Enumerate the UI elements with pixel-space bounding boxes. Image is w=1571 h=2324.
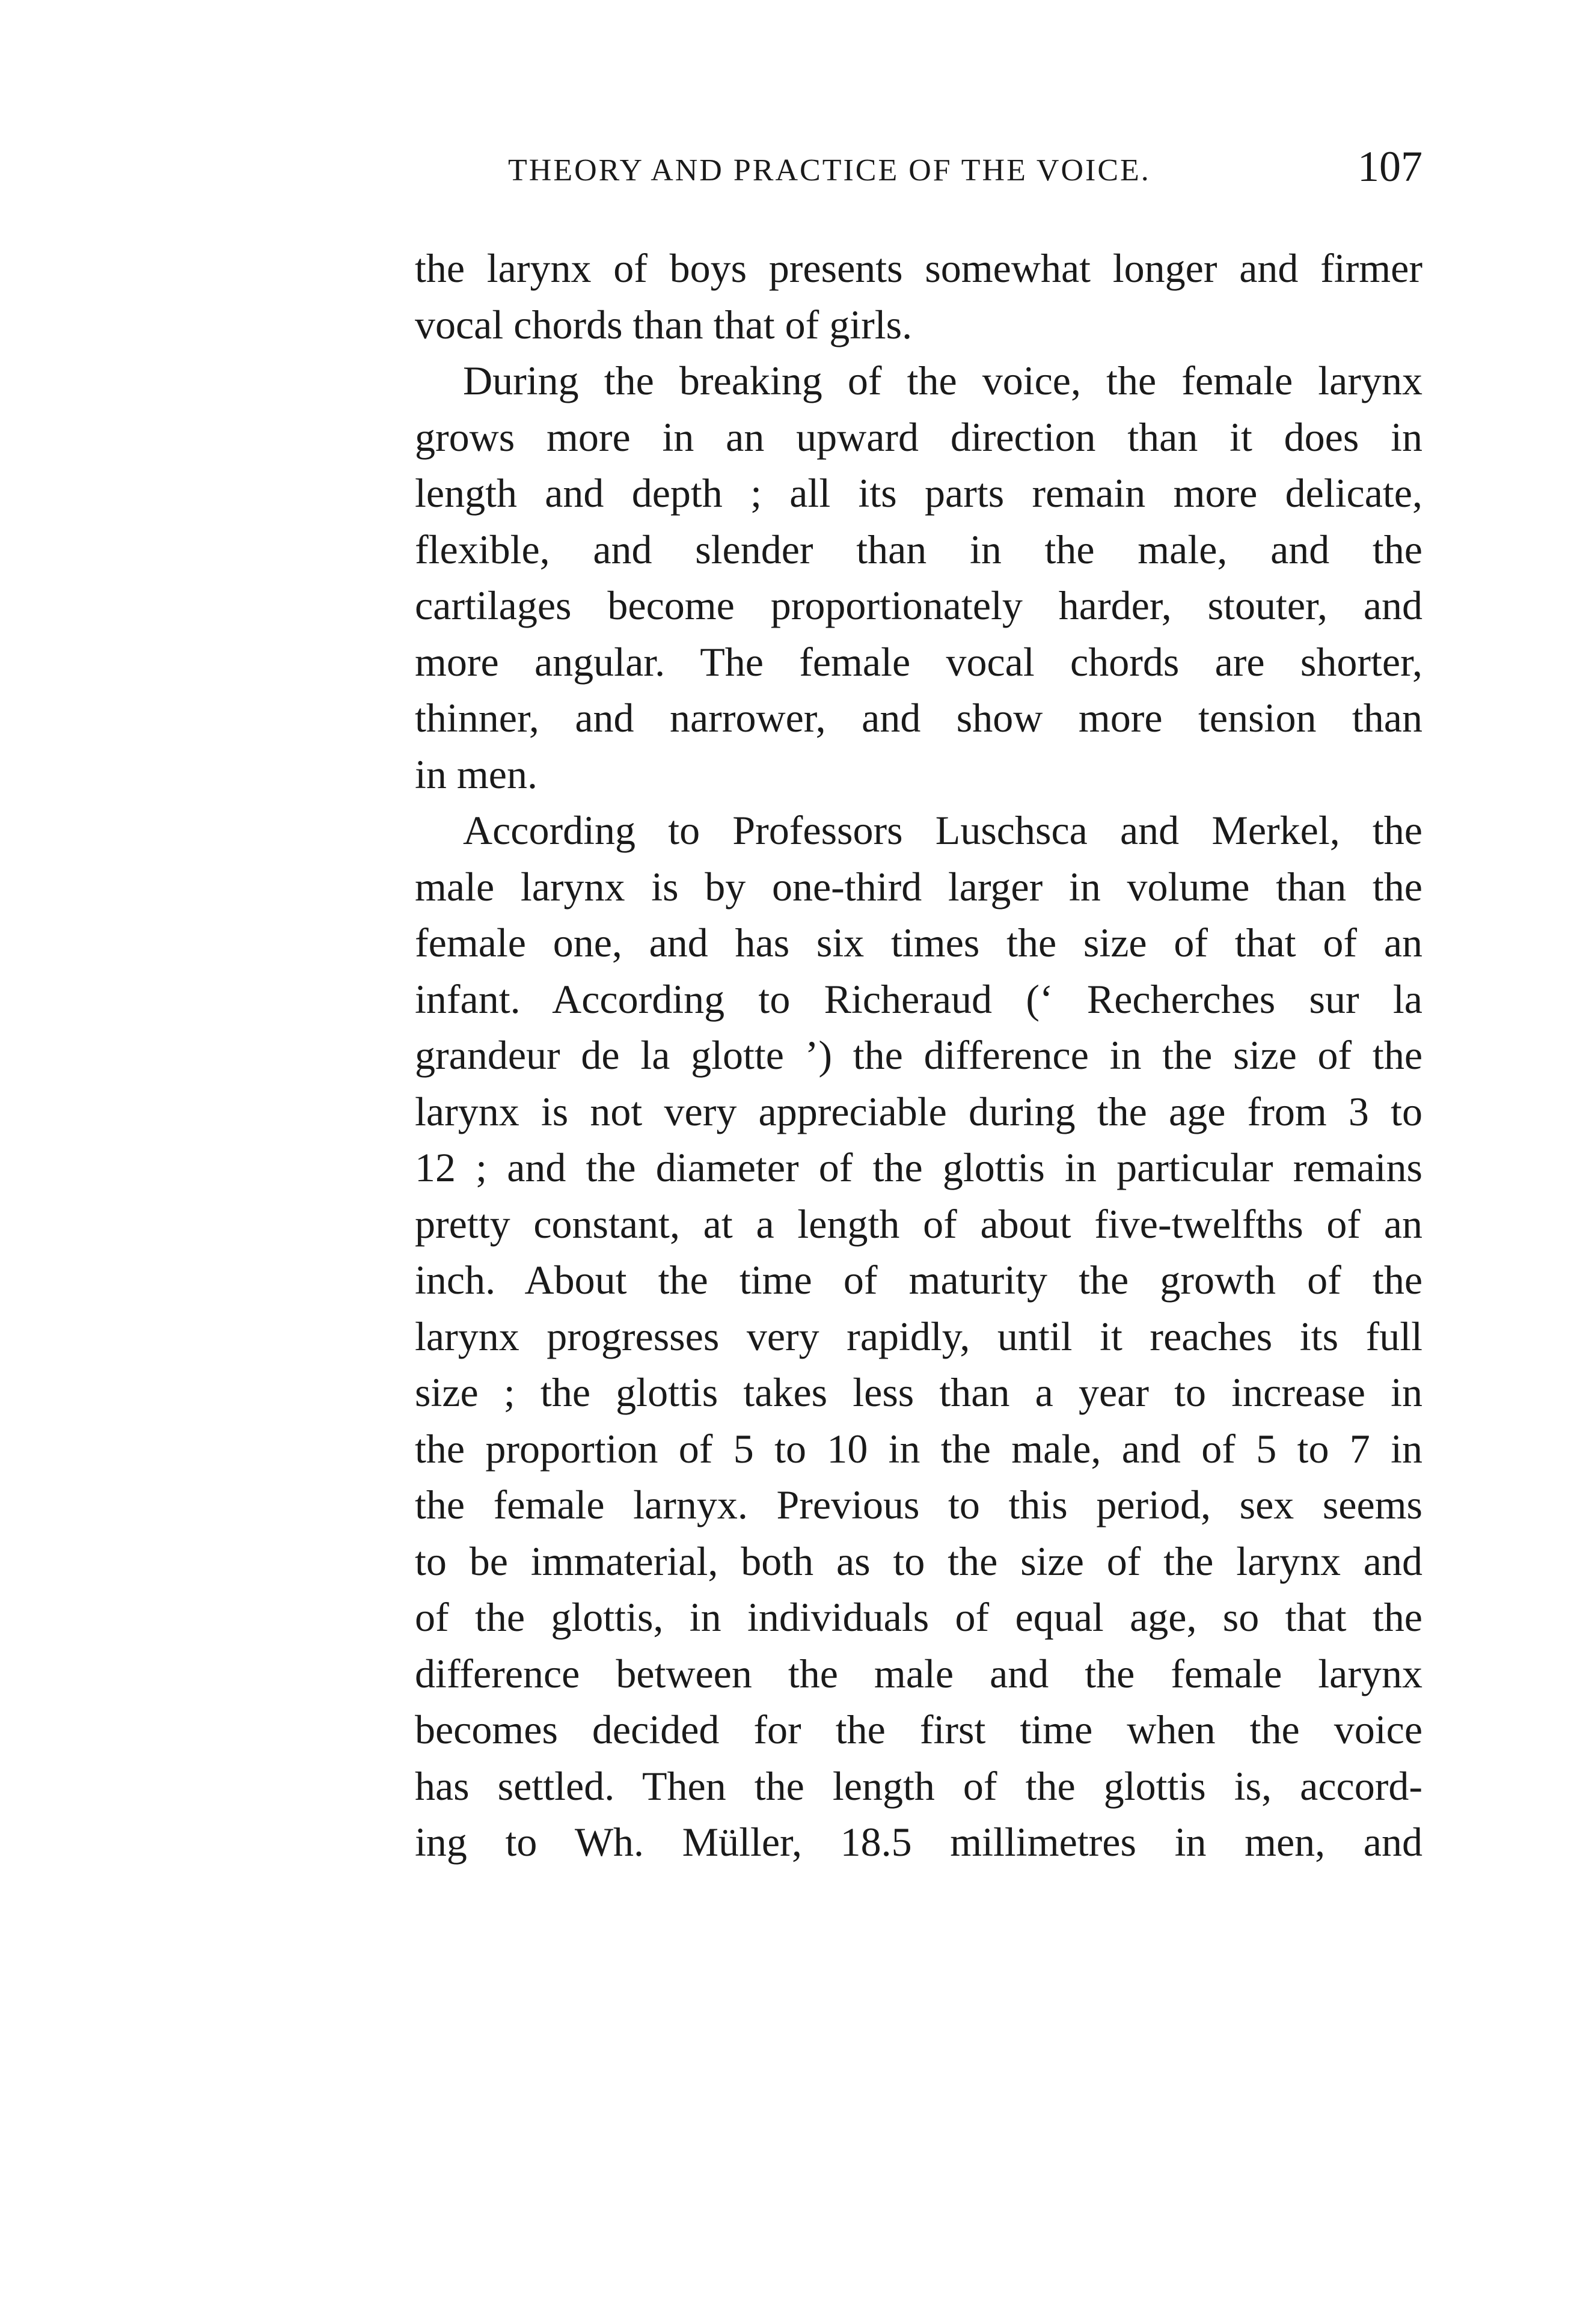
text-line: grandeur de la glotte ’) the difference in the size of the [415,1032,1422,1078]
text-line: cartilages become proportionately harder, stouter, and [415,583,1422,628]
text-line: more angular. The female vocal chords are shorter, [415,638,1422,685]
text-line: of the glottis, in individuals of equal age, so that the [415,1594,1422,1640]
text-line: According to Professors Luschsca and Merkel, the [463,807,1422,853]
running-title: THEORY AND PRACTICE OF THE VOICE. [508,153,1151,188]
text-line: male larynx is by one-third larger in volume than the [415,863,1422,910]
text-line: female one, and has six times the size of that of an [415,920,1422,965]
text-line: has settled. Then the length of the glottis is, accord- [415,1763,1422,1809]
text-line: the proportion of 5 to 10 in the male, and of 5 to 7 in [415,1425,1422,1472]
text-line: larynx is not very appreciable during the age from 3 to [415,1088,1422,1134]
text-line: thinner, and narrower, and show more tension than [415,695,1422,741]
text-line: ing to Wh. Müller, 18.5 millimetres in men, and [415,1819,1422,1865]
text-line: becomes decided for the first time when the voice [415,1707,1422,1752]
text-line: During the breaking of the voice, the female larynx [463,358,1422,403]
text-line: vocal chords than that of girls. [415,301,913,347]
text-line: grows more in an upward direction than it does in [415,414,1422,460]
body-text [415,240,1422,1871]
text-line: the larynx of boys presents somewhat longer and firmer [415,245,1422,291]
text-line: larynx progresses very rapidly, until it reaches its full [415,1313,1422,1359]
text-line: pretty constant, at a length of about five-twelfths of an [415,1200,1422,1247]
text-line: inch. About the time of maturity the growth of the [415,1257,1422,1303]
text-line: infant. According to Richeraud (‘ Recherches sur la [415,976,1422,1022]
running-head [415,142,1422,196]
text-line: size ; the glottis takes less than a year to increase in [415,1369,1422,1415]
text-line: in men. [415,751,537,797]
text-line: difference between the male and the female larynx [415,1650,1422,1696]
text-line: to be immaterial, both as to the size of the larynx and [415,1538,1422,1584]
text-line: the female larnyx. Previous to this period, sex seems [415,1482,1422,1527]
text-line: 12 ; and the diameter of the glottis in particular remains [415,1145,1422,1190]
text-line: flexible, and slender than in the male, and the [415,526,1422,572]
page-number: 107 [1358,142,1422,191]
text-line: length and depth ; all its parts remain more delicate, [415,470,1422,516]
